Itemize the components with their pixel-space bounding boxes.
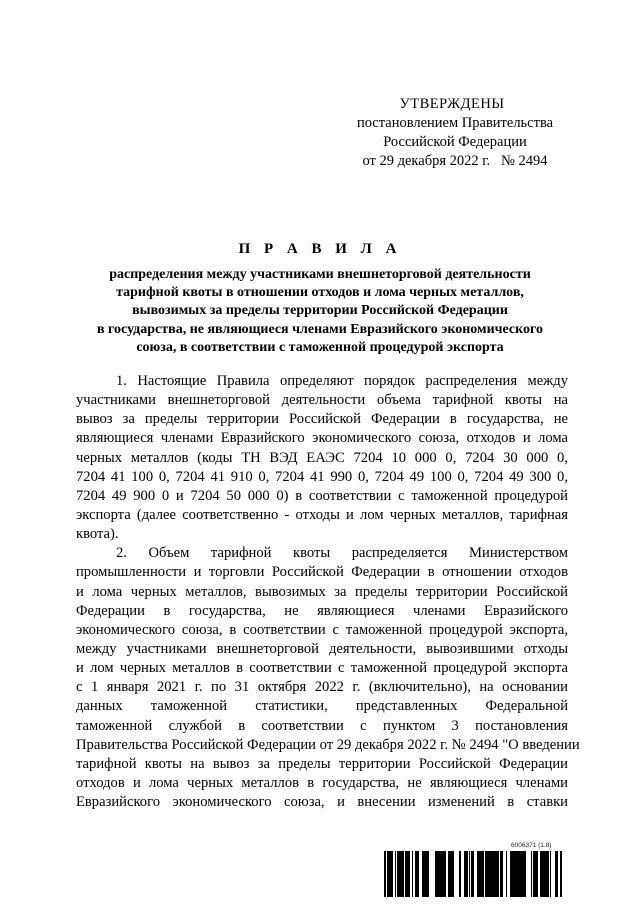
paragraph-line: 7204 41 100 0, 7204 41 910 0, 7204 41 990 0, 7204 49 100 0, 7204 49 300 0, <box>76 468 568 485</box>
subtitle-line: тарифной квоты в отношении отходов и лома черных металлов, <box>116 285 524 301</box>
paragraph-line: тарифной квоты на вывоз за пределы территории Российской Федерации <box>76 755 568 772</box>
paragraph-line: 1. Настоящие Правила определяют порядок распределения между <box>116 373 568 389</box>
paragraph-line: данных таможенной статистики, представленных Федеральной <box>76 698 568 715</box>
paragraph-line: Евразийского экономического союза, и внесении изменений в ставки <box>76 794 568 811</box>
paragraph-line: экономического союза, в соответствии с таможенной процедурой экспорта, <box>76 621 568 638</box>
paragraph-line: являющиеся членами Евразийского экономического союза, отходов и лома <box>76 430 568 447</box>
paragraph-line: Федерации в государства, не являющиеся членами Евразийского <box>76 602 568 619</box>
paragraph-line: таможенной службой в соответствии с пунктом 3 постановления <box>76 717 568 734</box>
paragraph-line: вывоз за пределы территории Российской Федерации в государства, не <box>76 411 568 428</box>
subtitle-line: вывозимых за пределы территории Российской Федерации <box>132 303 508 319</box>
paragraph-line: участниками внешнеторговой деятельности объема тарифной квоты на <box>76 392 568 409</box>
paragraph-line: 2. Объем тарифной квоты распределяется Министерством <box>116 545 568 562</box>
document-body <box>76 372 580 812</box>
document-subtitle <box>70 266 570 357</box>
paragraph-line: между участниками внешнеторговой деятельности, вывозившими отходы <box>76 640 568 657</box>
paragraph-line: отходов и лома черных металлов в государства, не являющиеся членами <box>76 774 568 791</box>
paragraph-line: черных металлов (коды ТН ВЭД ЕАЭС 7204 10 000 0, 7204 30 000 0, <box>76 449 568 466</box>
approval-line-3: от 29 декабря 2022 г. № 2494 <box>362 153 548 169</box>
subtitle-line: в государства, не являющиеся членами Евразийского экономического <box>96 321 544 337</box>
barcode-id: 6006371 (1.8) <box>511 842 552 849</box>
paragraph-line: промышленности и торговли Российской Федерации в отношении отходов <box>76 564 568 581</box>
approval-title: УТВЕРЖДЕНЫ <box>399 96 505 112</box>
paragraph-2 <box>76 544 580 812</box>
approval-stamp <box>330 95 580 171</box>
paragraph-line: квота). <box>76 526 119 543</box>
barcode-image <box>383 851 563 897</box>
approval-line-1: постановлением Правительства <box>356 115 554 131</box>
paragraph-line: экспорта (далее соответственно - отходы и лом черных металлов, тарифная <box>76 506 568 523</box>
subtitle-line: союза, в соответствии с таможенной процедурой экспорта <box>136 339 504 355</box>
paragraph-line: с 1 января 2021 г. по 31 октября 2022 г. (включительно), на основании <box>76 679 568 696</box>
subtitle-line: распределения между участниками внешнеторговой деятельности <box>109 267 531 282</box>
paragraph-1 <box>76 372 568 544</box>
paragraph-line: Правительства Российской Федерации от 29 декабря 2022 г. № 2494 "О введении <box>76 736 580 753</box>
paragraph-line: и лома черных металлов, вывозимых за пределы территории Российской <box>76 583 568 600</box>
approval-line-2: Российской Федерации <box>383 134 527 150</box>
document-title: П Р А В И Л А <box>238 241 402 257</box>
paragraph-line: и лом черных металлов в соответствии с таможенной процедурой экспорта <box>76 660 568 677</box>
paragraph-line: 7204 49 900 0 и 7204 50 000 0) в соответствии с таможенной процедурой <box>76 487 568 504</box>
